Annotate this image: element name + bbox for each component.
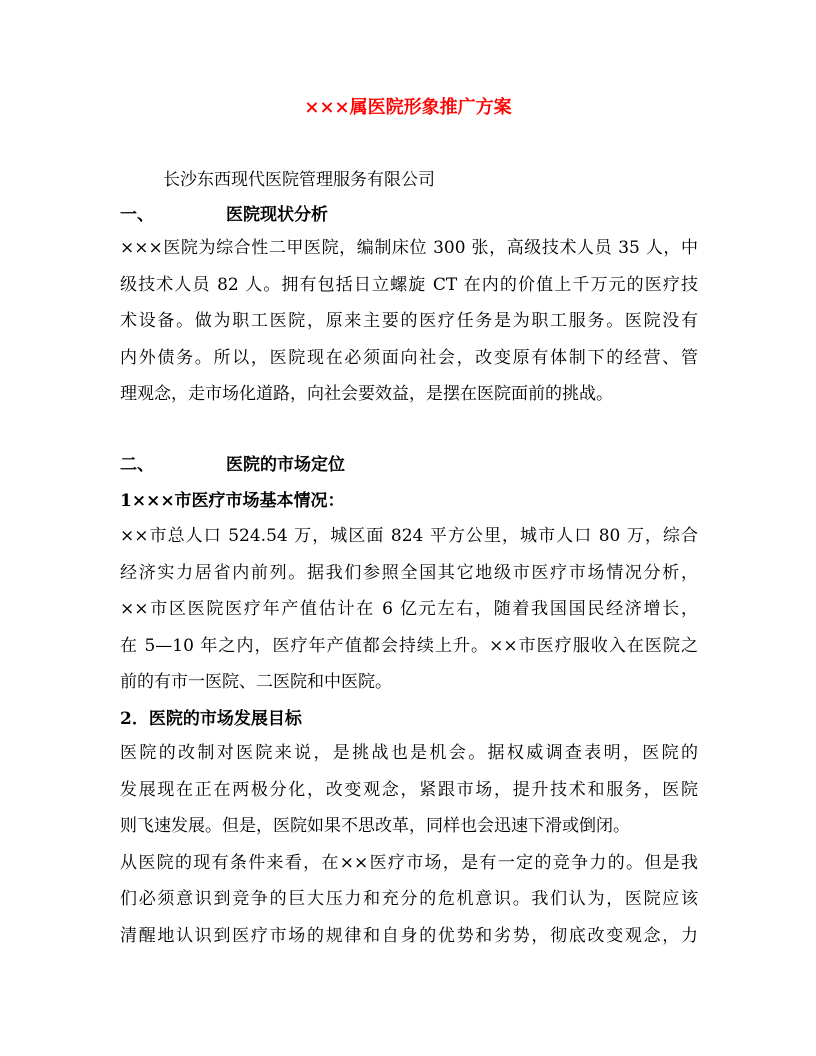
subsection-2-paragraph [120, 735, 698, 955]
paragraph-line: 在 5—10 年之内，医疗年产值都会持续上升。××市医疗服收入在医院之 [120, 635, 698, 656]
subsection-2-heading: 2．医院的市场发展目标 [120, 709, 302, 729]
paragraph-line: ××市总人口 524.54 万，城区面 824 平方公里，城市人口 80 万，综合 [120, 526, 698, 546]
paragraph-line: 前的有市一医院、二医院和中医院。 [120, 672, 392, 693]
paragraph-line: 医院的改制对医院来说，是挑战也是机会。据权威调查表明，医院的 [120, 743, 698, 763]
paragraph-line: 理观念，走市场化道路，向社会要效益，是摆在医院面前的挑战。 [120, 384, 613, 405]
section-2-number: 二、 [120, 455, 154, 475]
paragraph-line: 发展现在正在两极分化，改变观念，紧跟市场，提升技术和服务，医院 [120, 779, 698, 800]
section-2-heading [120, 453, 345, 477]
section-1-heading [120, 203, 328, 227]
paragraph-line: ××市区医院医疗年产值估计在 6 亿元左右，随着我国国民经济增长， [120, 599, 698, 620]
section-1-paragraph [120, 230, 698, 413]
paragraph-line: 则飞速发展。但是，医院如果不思改革，同样也会迅速下滑或倒闭。 [120, 816, 630, 837]
paragraph-line: 级技术人员 82 人。拥有包括日立螺旋 CT 在内的价值上千万元的医疗技 [120, 274, 698, 295]
paragraph-line: 术设备。做为职工医院，原来主要的医疗任务是为职工服务。医院没有 [120, 311, 698, 332]
section-1-number: 一、 [120, 205, 154, 225]
subsection-1-paragraph [120, 518, 698, 701]
document-title: ×××属医院形象推广方案 [304, 97, 512, 118]
paragraph-line: 从医院的现有条件来看，在××医疗市场，是有一定的竞争力的。但是我 [120, 852, 698, 873]
paragraph-line: 内外债务。所以，医院现在必须面向社会，改变原有体制下的经营、管 [120, 347, 698, 368]
company-name: 长沙东西现代医院管理服务有限公司 [163, 170, 435, 190]
paragraph-line: 经济实力居省内前列。据我们参照全国其它地级市医疗市场情况分析， [120, 562, 698, 583]
subsection-1-heading: 1×××市医疗市场基本情况： [120, 491, 345, 511]
section-1-title: 医院现状分析 [226, 205, 328, 225]
paragraph-line: 们必须意识到竞争的巨大压力和充分的危机意识。我们认为，医院应该 [120, 889, 698, 910]
section-2-title: 医院的市场定位 [226, 455, 345, 475]
paragraph-line: 清醒地认识到医疗市场的规律和自身的优势和劣势，彻底改变观念，力 [120, 925, 698, 946]
paragraph-line: ×××医院为综合性二甲医院，编制床位 300 张，高级技术人员 35 人，中 [120, 238, 698, 258]
